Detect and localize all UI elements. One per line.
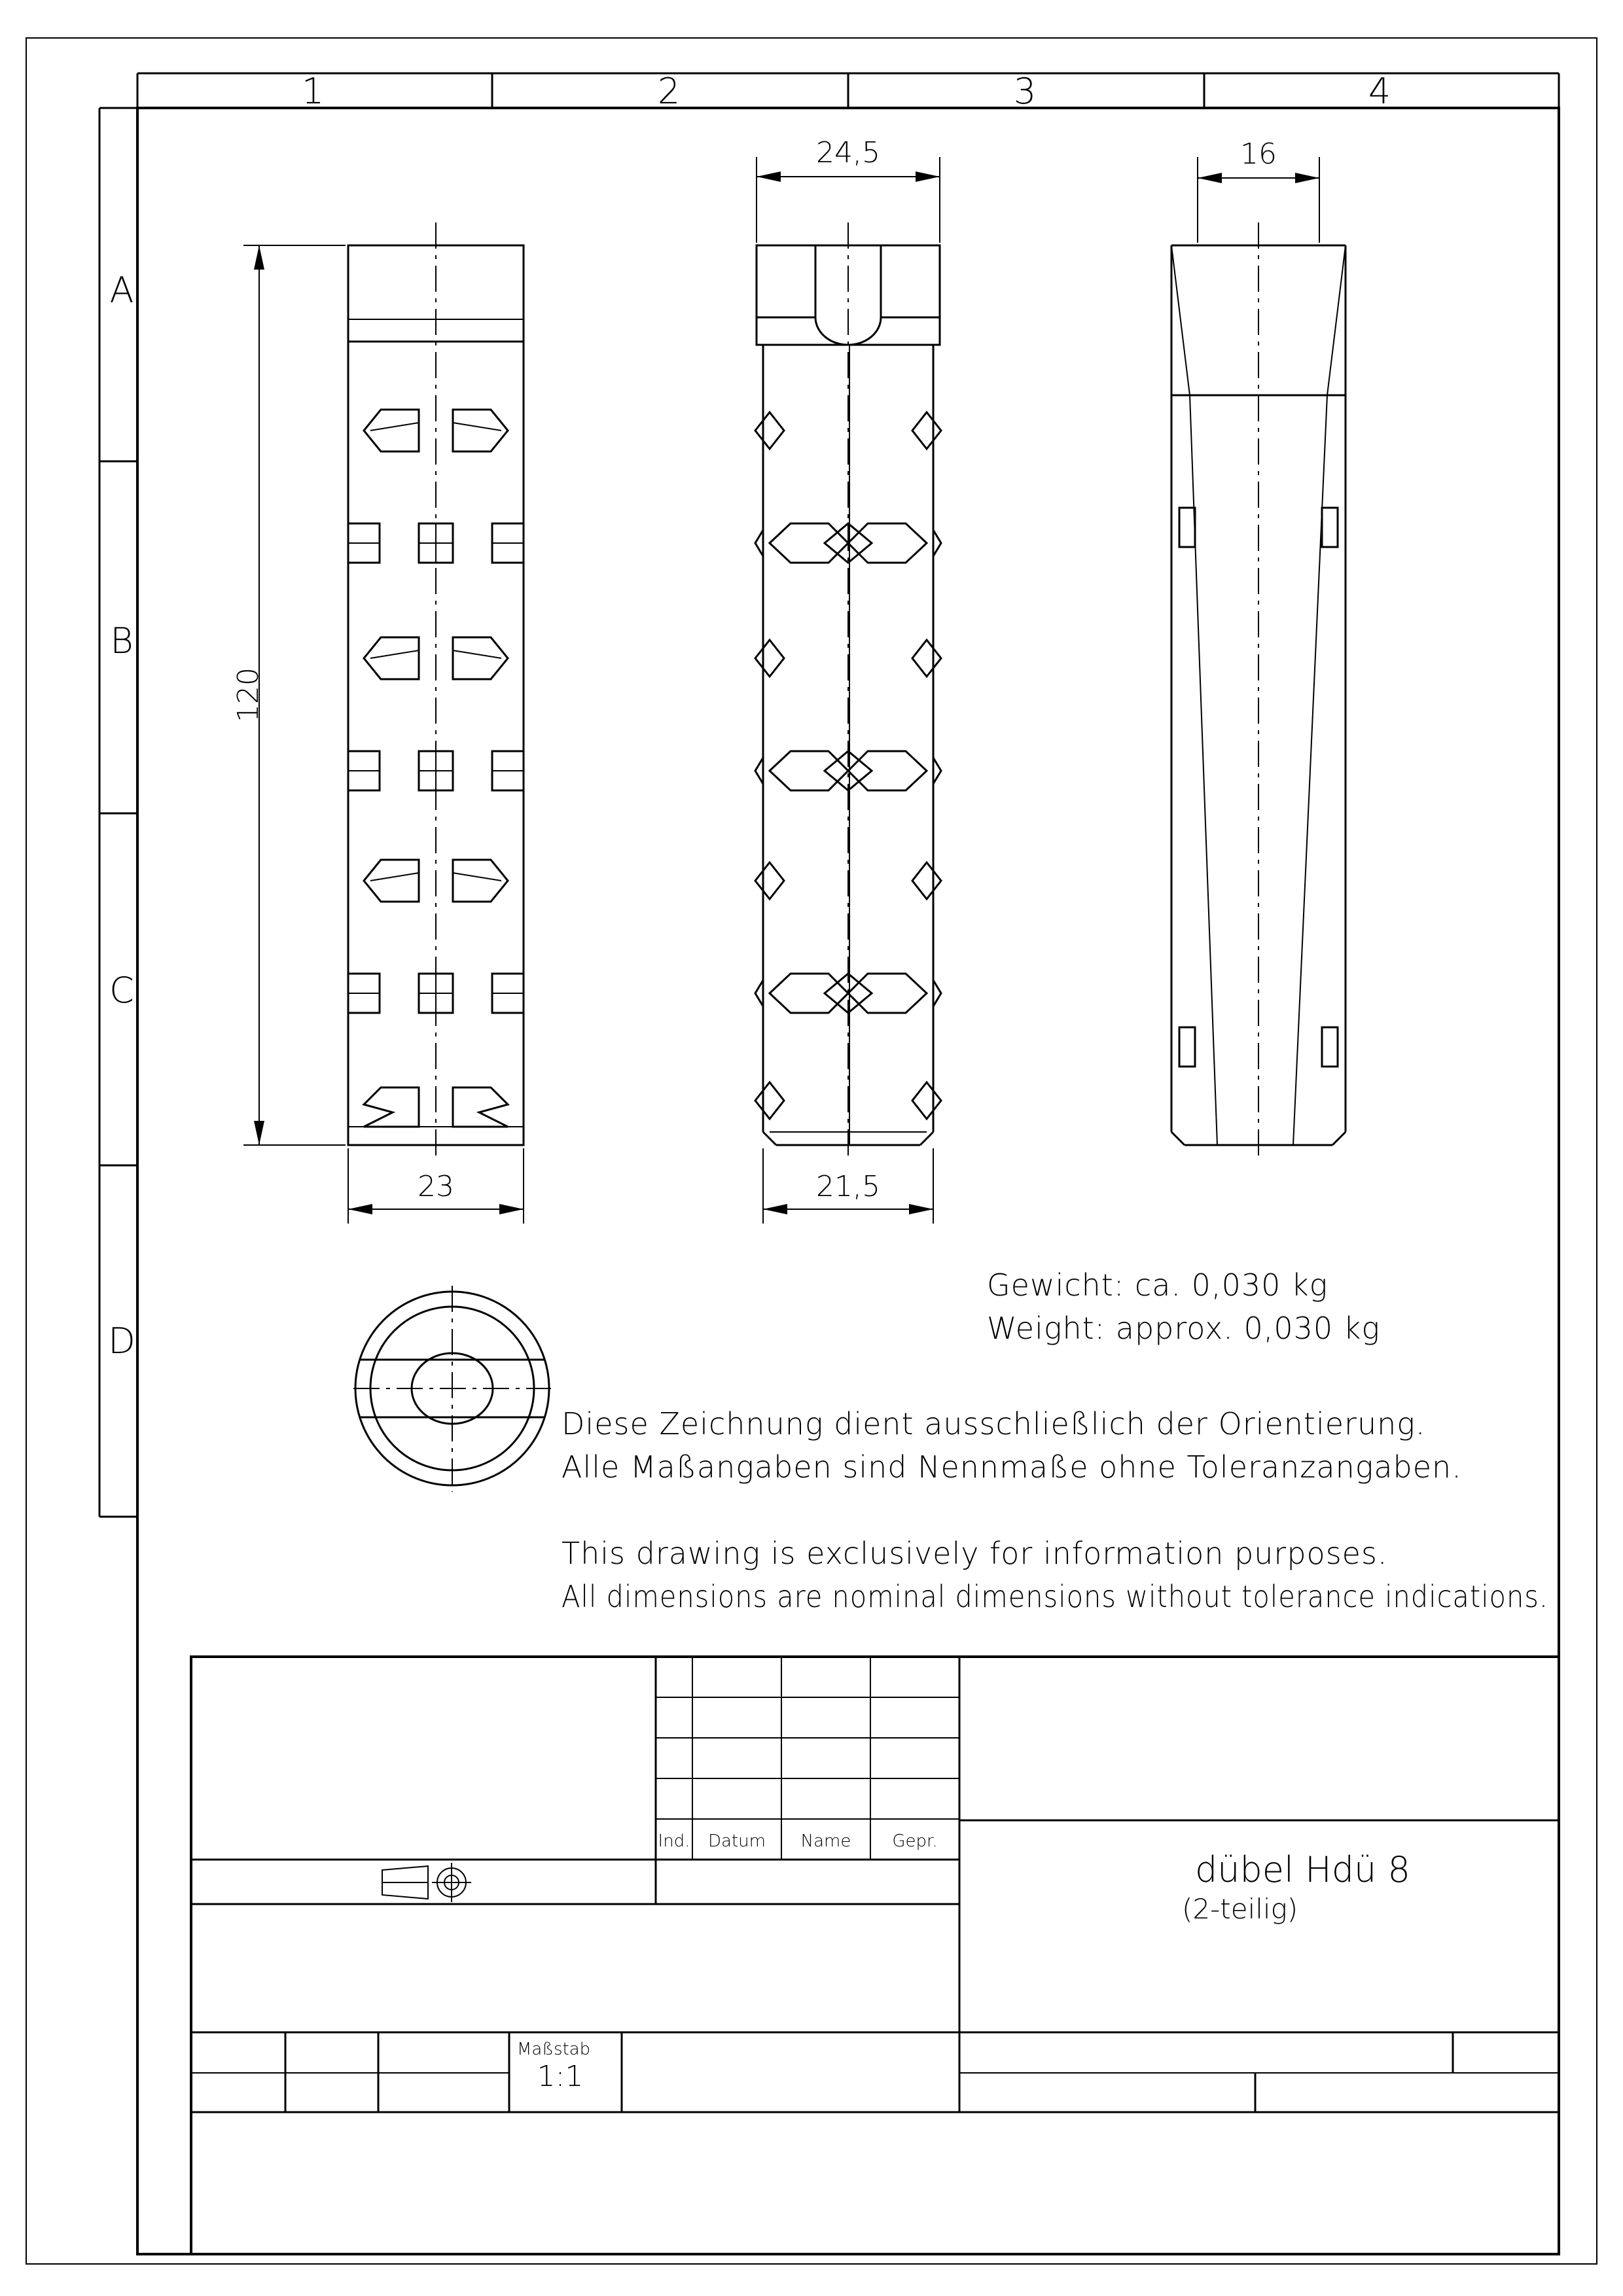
dim-length-label: 120 [232, 667, 265, 722]
drawing-subtitle: (2-teilig) [1182, 1893, 1298, 1925]
dimension-front-width [348, 1148, 524, 1224]
side-tip [933, 530, 941, 556]
side-rib [848, 523, 927, 563]
front-view [348, 222, 524, 1158]
front-hook [364, 1087, 419, 1127]
scale-label: Maßstab [517, 2040, 591, 2059]
dim-side-bottom-label: 21,5 [816, 1170, 880, 1203]
side-rib [770, 974, 848, 1013]
side-diamond [755, 412, 784, 449]
side-diamond [755, 1082, 784, 1119]
weight-en: Weight: approx. 0,030 kg [987, 1311, 1381, 1346]
front-barb-edge [453, 423, 501, 431]
zone-col-1: 1 [301, 71, 325, 112]
side-rib [848, 974, 927, 1013]
front-barb-edge [453, 873, 501, 881]
zone-col-2: 2 [657, 71, 681, 112]
end-view [353, 1286, 551, 1492]
front-barb-edge [370, 423, 419, 431]
front-barb-edge [453, 650, 501, 658]
title-block [191, 1657, 1559, 2254]
side-rib [770, 523, 848, 563]
scale-value: 1:1 [537, 2060, 584, 2093]
note-de-line2: Alle Maßangaben sind Nennmaße ohne Toleranzangaben. [562, 1449, 1462, 1485]
note-en-line2: All dimensions are nominal dimensions without tolerance indications. [562, 1579, 1548, 1614]
zone-row-c: C [109, 970, 134, 1011]
rev-header-ind: Ind. [658, 1831, 690, 1851]
dim-edge-width-label: 16 [1240, 137, 1277, 171]
drawing-title: dübel Hdü 8 [1195, 1849, 1410, 1890]
side-diamond [912, 640, 941, 677]
rev-header-name: Name [800, 1831, 851, 1851]
side-diamond [755, 862, 784, 899]
dim-front-width-label: 23 [418, 1170, 454, 1203]
note-en-line1: This drawing is exclusively for information purposes. [562, 1536, 1388, 1571]
weight-de: Gewicht: ca. 0,030 kg [987, 1267, 1329, 1303]
side-diamond [912, 412, 941, 449]
dimension-side-bottom [763, 1148, 933, 1224]
zone-col-4: 4 [1368, 71, 1391, 112]
dimension-length [232, 245, 346, 1145]
zone-row-d: D [108, 1320, 135, 1362]
side-tip [755, 980, 763, 1006]
front-barb-edge [370, 650, 419, 658]
edge-view [1171, 222, 1346, 1158]
rev-header-gepr: Gepr. [892, 1831, 938, 1851]
side-diamond [912, 862, 941, 899]
projection-symbol-icon [382, 1863, 471, 1902]
front-hook [453, 1087, 508, 1127]
side-tip [933, 980, 941, 1006]
outer-frame [26, 38, 1597, 2264]
side-rib [770, 751, 848, 790]
side-diamond [755, 640, 784, 677]
rev-header-datum: Datum [708, 1831, 766, 1851]
dim-side-top-label: 24,5 [816, 136, 880, 169]
side-rib [848, 751, 927, 790]
side-tip [933, 758, 941, 784]
zone-row-b: B [110, 620, 134, 662]
side-tip [755, 530, 763, 556]
zone-row-a: A [109, 270, 134, 311]
side-tip [755, 758, 763, 784]
side-view [755, 222, 941, 1158]
note-de-line1: Diese Zeichnung dient ausschließlich der Orientierung. [562, 1406, 1426, 1441]
side-diamond [912, 1082, 941, 1119]
zone-col-3: 3 [1013, 71, 1037, 112]
front-barb-edge [370, 873, 419, 881]
